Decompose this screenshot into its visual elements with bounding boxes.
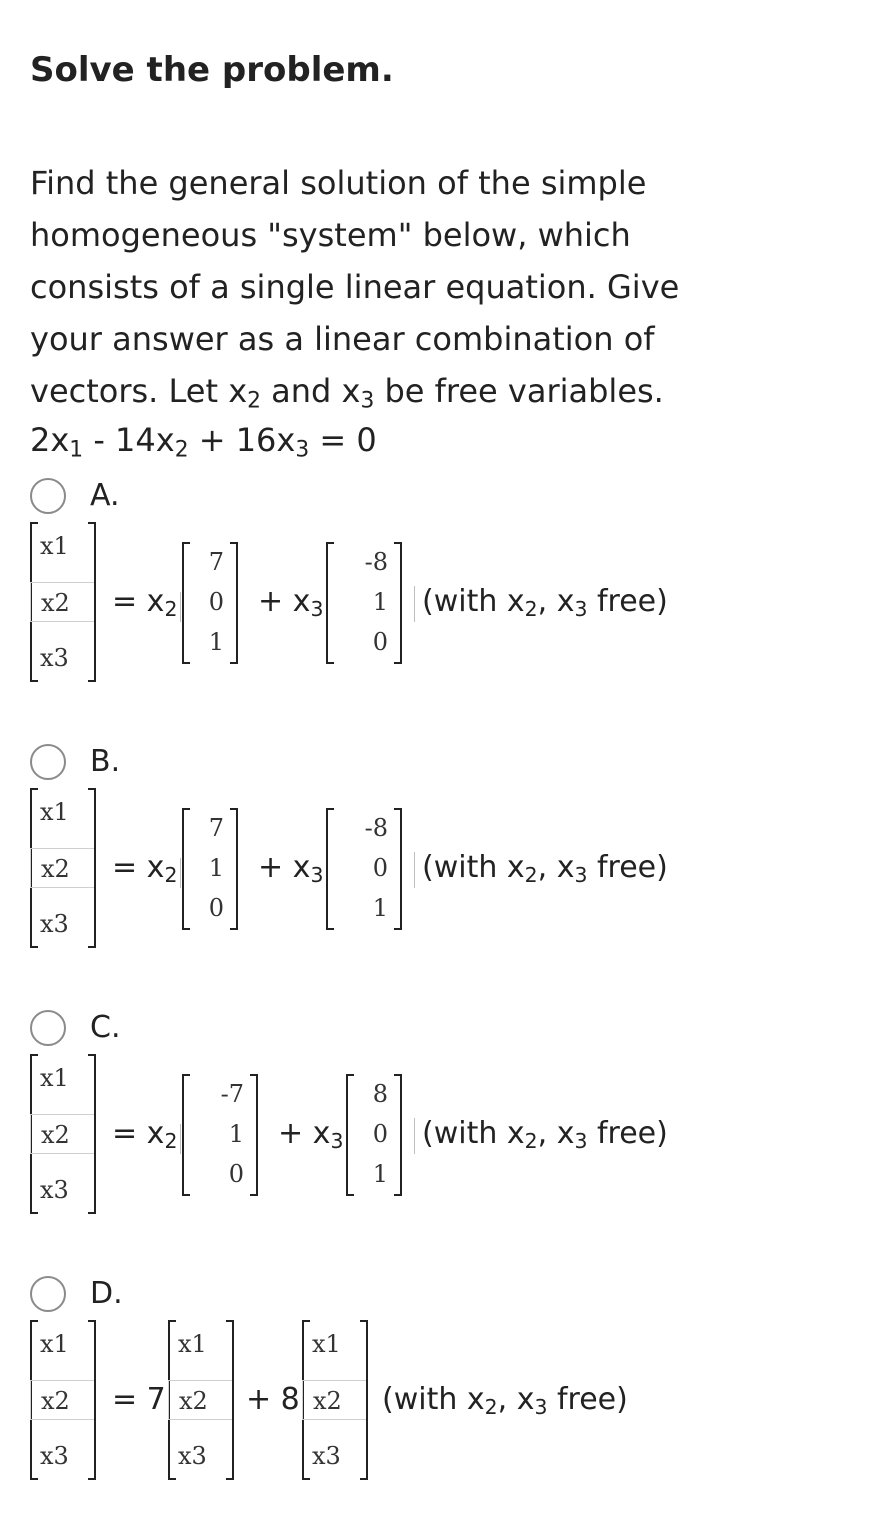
coef-7: = 7 <box>112 1382 166 1417</box>
variable-vector: x1 x2 x3 <box>30 1320 96 1480</box>
option-d-expression <box>30 1320 810 1480</box>
option-b-letter: B. <box>90 744 121 779</box>
vector-1: 7 1 0 <box>182 808 238 930</box>
option-a-select[interactable] <box>30 478 230 522</box>
variable-vector: x1 x2 x3 <box>30 788 96 948</box>
option-c-letter: C. <box>90 1010 121 1045</box>
free-variables-note: (with $x_2$, $x_3$ free) <box>422 1116 668 1154</box>
variable-vector: x1 x2 x3 <box>30 522 96 682</box>
option-d-select[interactable] <box>30 1276 230 1320</box>
problem-statement: Find the general solution of the simple homogeneous "system" below, which consists of a single linear equation. Give your answer as a linear combination of vectors. Let $x_2$ and $x_3$ be free variables. <box>30 164 680 414</box>
variable-vector: x1 x2 x3 <box>30 1054 96 1214</box>
vector-2: -8 1 0 <box>326 542 402 664</box>
vector-1: -7 1 0 <box>182 1074 258 1196</box>
vector-2: -8 0 1 <box>326 808 402 930</box>
coef-x3: + $x_3$ <box>278 1116 344 1154</box>
option-b-radio[interactable] <box>30 744 66 780</box>
option-d-letter: D. <box>90 1276 123 1311</box>
option-b-expression <box>30 788 810 948</box>
option-b-select[interactable] <box>30 744 230 788</box>
page-title: Solve the problem. <box>30 50 394 90</box>
option-c-expression <box>30 1054 810 1214</box>
coef-8: + 8 <box>246 1382 300 1417</box>
coef-x2: = $x_2$ <box>112 1116 178 1154</box>
vector-1: 7 0 1 <box>182 542 238 664</box>
option-c-radio[interactable] <box>30 1010 66 1046</box>
option-a-letter: A. <box>90 478 120 513</box>
option-c-select[interactable] <box>30 1010 230 1054</box>
linear-equation: $2x_1 - 14x_2 + 16x_3 = 0$ <box>30 421 377 463</box>
vector-2: x1 x2 x3 <box>302 1320 368 1480</box>
option-a-radio[interactable] <box>30 478 66 514</box>
vector-2: 8 0 1 <box>346 1074 402 1196</box>
free-variables-note: (with $x_2$, $x_3$ free) <box>422 850 668 888</box>
option-d-radio[interactable] <box>30 1276 66 1312</box>
coef-x3: + $x_3$ <box>258 850 324 888</box>
vector-1: x1 x2 x3 <box>168 1320 234 1480</box>
coef-x2: = $x_2$ <box>112 850 178 888</box>
coef-x2: = $x_2$ <box>112 584 178 622</box>
coef-x3: + $x_3$ <box>258 584 324 622</box>
free-variables-note: (with $x_2$, $x_3$ free) <box>422 584 668 622</box>
option-a-expression <box>30 522 810 682</box>
free-variables-note: (with $x_2$, $x_3$ free) <box>382 1382 628 1420</box>
